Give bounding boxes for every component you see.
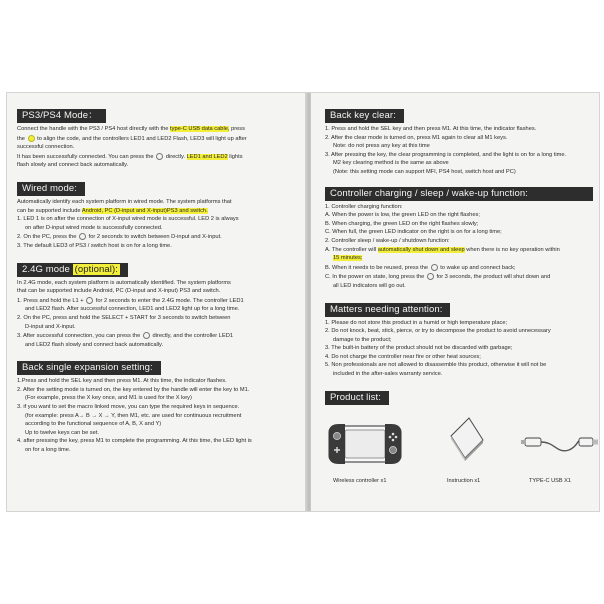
matters-line-7: included in the after-sales warranty service. bbox=[333, 371, 443, 378]
wired-line-1: Automatically identify each system platform in wired mode. The system platforms that bbox=[17, 198, 232, 205]
matters-line-4: 3. The built-in battery of the product should not be discarded with garbage; bbox=[325, 345, 513, 352]
charge-line-3: B. When charging, the green LED on the right flashes slowly; bbox=[325, 220, 479, 227]
charge-line-9: C. In the power on state, long press the for 3 seconds, the product will shut down and bbox=[325, 274, 551, 281]
matters-line-3: damage to the product; bbox=[333, 336, 392, 343]
left-page bbox=[7, 93, 307, 511]
home-button-icon bbox=[86, 297, 93, 304]
ps-mode-line-3: successful connection. bbox=[17, 144, 75, 151]
back-key-clear-header: Back key clear: bbox=[325, 109, 404, 123]
home-button-icon bbox=[143, 332, 150, 339]
shutdown-highlight: automatically shut down and sleep bbox=[377, 246, 465, 253]
right-page bbox=[311, 93, 599, 511]
ps-mode-line-1: Connect the handle with the PS3 / PS4 host directly with the type-C USB data cable, press bbox=[17, 126, 245, 132]
home-button-icon bbox=[431, 264, 438, 271]
clear-line-5: M2 key clearing method is the same as above bbox=[333, 160, 449, 167]
g24-line-4: and LED2 flash. After successful connection, LED1 and LED2 light up for a long time. bbox=[25, 306, 240, 313]
charge-line-5: 2. Controller sleep / wake-up / shutdown function: bbox=[325, 237, 450, 244]
charging-header: Controller charging / sleep / wake-up function: bbox=[325, 187, 593, 201]
charge-line-7 bbox=[325, 255, 593, 263]
ps-mode-header: PS3/PS4 Mode： bbox=[17, 109, 106, 123]
clear-line-1: 1. Press and hold the SEL key and then press M1. At this time, the indicator flashes. bbox=[325, 126, 537, 132]
clear-line-6: (Note: this setting mode can support MFI, PS4 host, switch host and PC) bbox=[333, 168, 516, 175]
g24-line-6: D-input and X-input. bbox=[25, 323, 76, 330]
wireless-controller-icon bbox=[327, 418, 403, 470]
ps-mode-line-2: the to align the code, and the controllers LED1 and LED2 Flash, LED3 will light up after bbox=[17, 135, 247, 142]
matters-line-6: 5. Non professionals are not allowed to disassemble this product, otherwise it will not be bbox=[325, 362, 547, 369]
back-line-5: (for example: press A→ B → X → Y, then M1, etc. are used for continuous recruitment bbox=[25, 412, 242, 419]
wired-line-4: on after D-input wired mode is successfully connected. bbox=[25, 224, 163, 231]
manual-spread bbox=[6, 92, 600, 512]
wired-line-5: 2. On the PC, press the for 2 seconds to switch between D-input and X-input. bbox=[17, 234, 222, 241]
charge-line-10: all LED indicators will go out. bbox=[333, 282, 406, 289]
product-list-header: Product list: bbox=[325, 391, 389, 405]
g24-line-3: 1. Press and hold the L1 + for 2 seconds to enter the 2.4G mode. The controller LED1 bbox=[17, 297, 244, 304]
clear-line-4: 3. After pressing the key, the clear programming is completed, and the light is on for a long time. bbox=[325, 151, 567, 158]
g24-line-7: 3. After successful connection, you can press the directly, and the controller LED1 bbox=[17, 333, 234, 340]
g24-line-8: and LED2 flash slowly and connect back automatically. bbox=[25, 341, 164, 348]
product-label-instruction: Instruction x1 bbox=[447, 477, 481, 484]
ps-mode-line-4: It has been successfully connected. You can press the directly. LED1 and LED2 lights bbox=[17, 153, 243, 160]
wired-line-6: 3. The default LED3 of PS3 / switch host is on for a long time. bbox=[17, 242, 172, 249]
back-line-4: 3. if you want to set the macro linked move, you can type the required keys in sequence. bbox=[17, 404, 240, 411]
back-line-6: according to the functional sequence of A, B, X and Y) bbox=[25, 421, 162, 428]
back-line-9: on for a long time. bbox=[25, 447, 71, 454]
back-line-8: 4. after pressing the key, press M1 to complete the programming. At this time, the LED light is bbox=[17, 438, 252, 445]
wired-mode-header: Wired mode: bbox=[17, 182, 85, 196]
charge-line-2: A. When the power is low, the green LED on the right flashes; bbox=[325, 212, 480, 219]
product-label-usb: TYPE-C USB X1 bbox=[529, 477, 571, 484]
ps-usb-cable-highlight: type-C USB data cable, bbox=[170, 126, 230, 132]
clear-line-3: Note: do not press any key at this time bbox=[333, 143, 430, 150]
ps-mode-line-5: flash slowly and connect back automatically. bbox=[17, 162, 129, 169]
wired-platform-highlight: Android, PC (D-input and X-input)PS3 and switch. bbox=[81, 207, 208, 214]
charge-line-6: A. The controller will automatically shut down and sleep when there is no key operation within bbox=[325, 246, 560, 253]
matters-line-2: 2. Do not knock, beat, stick, pierce, or try to decompose the product to avoid unnecessary bbox=[325, 328, 551, 335]
clear-line-2: 2. After the clear mode is turned on, press M1 again to clear all M1 keys. bbox=[325, 134, 508, 141]
charge-line-1: 1. Controller charging function: bbox=[325, 203, 403, 210]
g24-line-1: In 2.4G mode, each system platform is automatically identified. The system platforms bbox=[17, 279, 231, 286]
back-expansion-header: Back single expansion setting: bbox=[17, 361, 161, 375]
wired-line-2: can be supported include Android, PC (D-input and X-input)PS3 and switch. bbox=[17, 207, 208, 214]
g24-mode-header: 2.4G mode (optional): bbox=[17, 263, 128, 277]
charge-line-8: B. When it needs to be reused, press the to wake up and connect back; bbox=[325, 264, 516, 271]
home-button-icon bbox=[427, 273, 434, 280]
home-button-icon bbox=[156, 153, 163, 160]
product-label-controller: Wireless controller x1 bbox=[333, 477, 387, 484]
back-line-7: Up to twelve keys can be set. bbox=[25, 429, 99, 436]
led-highlight: LED1 and LED2 bbox=[186, 153, 228, 160]
g24-line-2: that can be supported include Android, PC (D-input and X-input) PS3 and switch. bbox=[17, 288, 221, 295]
back-line-1: 1.Press and hold the SEL key and then press M1. At this time, the indicator flashes. bbox=[17, 378, 227, 385]
product-list bbox=[325, 412, 593, 500]
back-line-2: 2. After the setting mode is turned on, the key entered by the handle will enter the key to M1. bbox=[17, 386, 250, 393]
home-button-icon bbox=[79, 233, 86, 240]
matters-line-5: 4. Do not charge the controller near fire or other heat sources; bbox=[325, 353, 481, 360]
usb-cable-icon bbox=[521, 420, 599, 464]
back-line-3: (For example, press the X key once, and M1 is used for the X key) bbox=[25, 395, 192, 402]
instruction-booklet-icon bbox=[447, 414, 487, 468]
wired-line-3: 1. LED 1 is on after the connection of X-input wired mode is successful. LED 2 is always bbox=[17, 216, 239, 223]
charge-line-4: C. When full, the green LED indicator on the right is on for a long time; bbox=[325, 229, 502, 236]
home-button-icon bbox=[28, 135, 35, 142]
optional-highlight: (optional): bbox=[74, 263, 119, 275]
matters-header: Matters needing attention: bbox=[325, 303, 450, 317]
g24-line-5: 2. On the PC, press and hold the SELECT + START for 3 seconds to switch between bbox=[17, 314, 231, 321]
minutes-highlight: 15 minutes; bbox=[333, 255, 363, 262]
matters-line-1: 1. Please do not store this product in a humid or high temperature place; bbox=[325, 319, 508, 326]
